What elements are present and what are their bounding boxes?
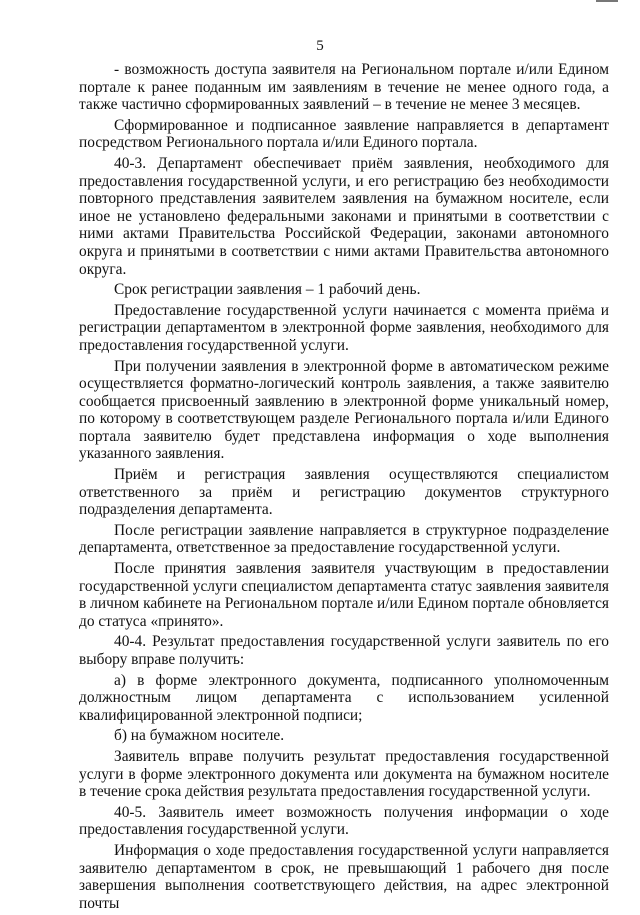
paragraph: 40-3. Департамент обеспечивает приём заявления, необходимого для предоставления государственной услуги, и его регистрацию без необходимости повторного представления заявителем заявления на бумажном носителе, если иное не установлено федеральными законами и принятыми в соответствии с ними актами Правительства Российской Федерации, законами автономного округа и принятыми в соответствии с ними актами Правительства автономного округа. <box>79 154 609 278</box>
paragraph: Сформированное и подписанное заявление направляется в департамент посредством Регионального портала и/или Единого портала. <box>79 116 609 152</box>
paragraph: а) в форме электронного документа, подписанного уполномоченным должностным лицом департамента с использованием усиленной квалифицированной электронной подписи; <box>79 671 609 724</box>
paragraph: Заявитель вправе получить результат предоставления государственной услуги в форме электронного документа или документа на бумажном носителе в течение срока действия результата предоставления государственной услуги. <box>79 747 609 801</box>
paragraph: Предоставление государственной услуги начинается с момента приёма и регистрации департаментом в электронной форме заявления, необходимого для предоставления государственной услуги. <box>79 301 609 354</box>
paragraph: 40-5. Заявитель имеет возможность получения информации о ходе предоставления государственной услуги. <box>79 803 609 839</box>
paragraph: При получении заявления в электронной форме в автоматическом режиме осуществляется форматно-логический контроль заявления, а также заявителю сообщается присвоенный заявлению в электронной форме уникальный номер, по которому в соответствующем разделе Регионального портала и/или Единого портала заявителю будет представлена информация о ходе выполнения указанного заявления. <box>79 357 609 463</box>
paragraph: После принятия заявления заявителя участвующим в предоставлении государственной услуги специалистом департамента статус заявления заявителя в личном кабинете на Региональном портале и/или Едином портале обновляется до статуса «принято». <box>79 560 609 630</box>
paragraph: После регистрации заявление направляется в структурное подразделение департамента, ответственное за предоставление государственной услуги. <box>79 521 609 557</box>
paragraph: б) на бумажном носителе. <box>114 727 285 745</box>
paragraph: Приём и регистрация заявления осуществляются специалистом ответственного за приём и регистрацию документов структурного подразделения департамента. <box>79 466 609 519</box>
page-number: 5 <box>316 38 324 54</box>
paragraph: Информация о ходе предоставления государственной услуги направляется заявителю департаментом в срок, не превышающий 1 рабочего дня после завершения выполнения соответствующего действия, на адрес электронной почты <box>79 841 609 912</box>
paragraph: Срок регистрации заявления – 1 рабочий день. <box>114 281 421 299</box>
document-body <box>79 61 609 915</box>
corner-mark <box>596 0 618 2</box>
paragraph: 40-4. Результат предоставления государственной услуги заявитель по его выбору вправе получить: <box>79 633 609 668</box>
paragraph: - возможность доступа заявителя на Региональном портале и/или Едином портале к ранее поданным им заявлениям в течение не менее одного года, а также частично сформированных заявлений – в течение не менее 3 месяцев. <box>79 61 609 114</box>
